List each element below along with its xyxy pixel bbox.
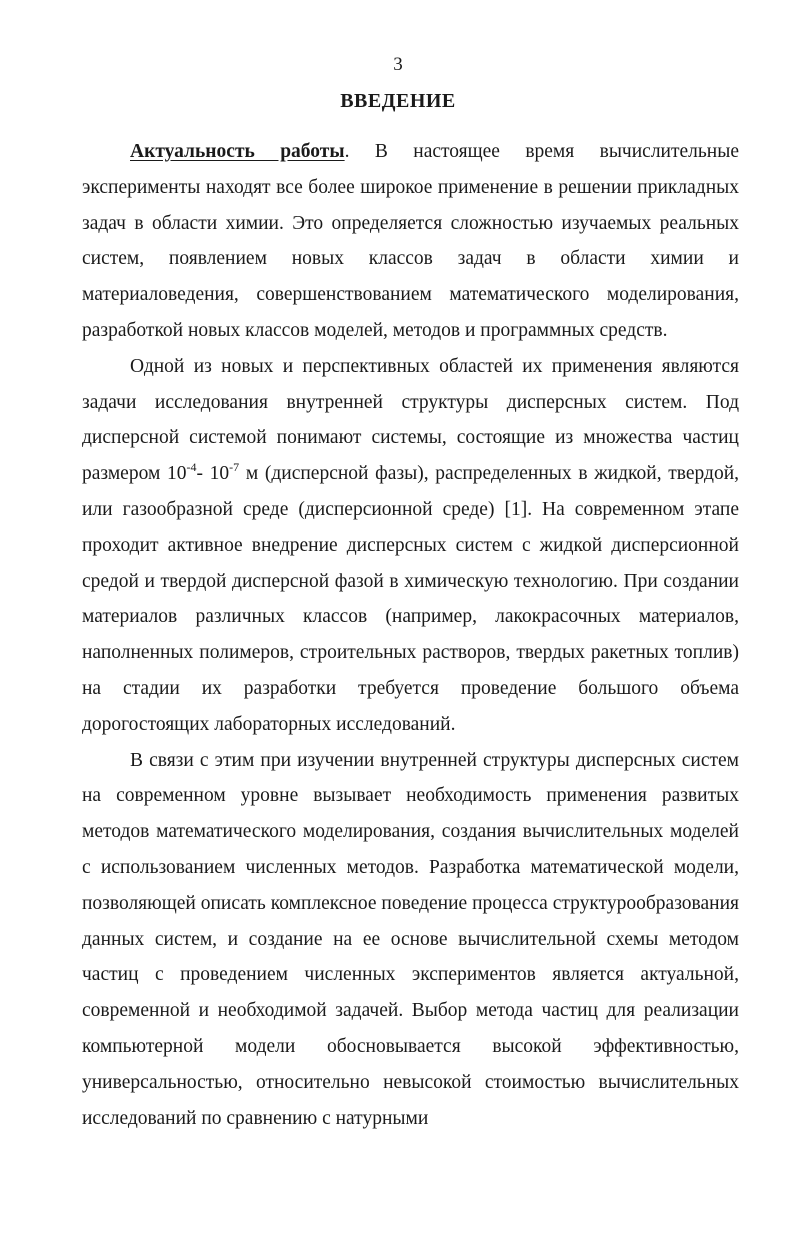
section-title: ВВЕДЕНИЕ	[340, 90, 456, 112]
paragraph-text-mid: - 10	[196, 463, 230, 485]
body-text	[82, 134, 739, 1136]
paragraph-text-start: Одной из новых и перспективных областей их применения являются задачи исследования внутренней структуры дисперсных систем. Под дисперсной системой понимают системы, состоящие из множества частиц размером 10	[82, 355, 739, 485]
paragraph-relevance	[82, 134, 739, 349]
exponent-superscript: -4	[186, 460, 197, 475]
paragraph-modeling	[82, 743, 739, 1137]
paragraph-text: . В настоящее время вычислительные эксперименты находят все более широкое применение в решении прикладных задач в области химии. Это определяется сложностью изучаемых реальных систем, появлением новых классов задач в области химии и материаловедения, совершенствованием математического моделирования, разработкой новых классов моделей, методов и программных средств.	[82, 141, 739, 341]
page-number: 3	[393, 54, 403, 75]
paragraph-disperse-systems	[82, 349, 739, 743]
paragraph-text: В связи с этим при изучении внутренней структуры дисперсных систем на современном уровне вызывает необходимость применения развитых методов математического моделирования, создания вычислительных моделей с использованием численных методов. Разработка математической модели, позволяющей описать комплексное поведение процесса структурообразования данных систем, и создание на ее основе вычислительной схемы методом частиц с проведением численных экспериментов является актуальной, современной и необходимой задачей. Выбор метода частиц для реализации компьютерной модели обосновывается высокой эффективностью, универсальностью, относительно невысокой стоимостью вычислительных исследований по сравнению с натурными	[82, 749, 739, 1129]
paragraph-lead-heading: Актуальность работы	[130, 141, 345, 162]
paragraph-text-end: м (дисперсной фазы), распределенных в жидкой, твердой, или газообразной среде (дисперсионной среде) [1]. На современном этапе проходит активное внедрение дисперсных систем с жидкой дисперсионной средой и твердой дисперсной фазой в химическую технологию. При создании материалов различных классов (например, лакокрасочных материалов, наполненных полимеров, строительных растворов, твердых ракетных топлив) на стадии их разработки требуется проведение большого объема дорогостоящих лабораторных исследований.	[82, 463, 740, 735]
exponent-superscript: -7	[229, 460, 240, 475]
